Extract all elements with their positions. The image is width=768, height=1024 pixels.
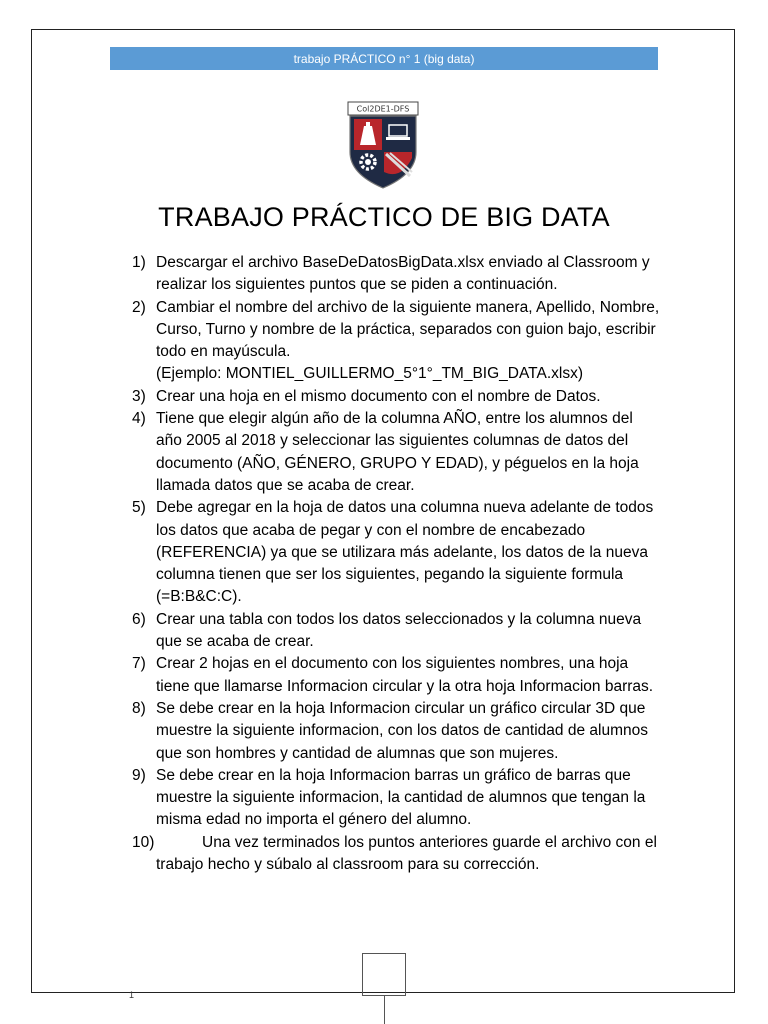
list-item [132, 252, 662, 297]
item-text: Crear 2 hojas en el documento con los siguientes nombres, una hoja tiene que llamarse Informacion circular y la otra hoja Informacion barras. [156, 655, 654, 695]
item-number: 7) [132, 655, 146, 673]
item-text: Crear una hoja en el mismo documento con el nombre de Datos. [156, 387, 601, 405]
logo-text: Col2DE1-DFS [356, 104, 410, 114]
school-logo [346, 100, 420, 190]
item-text: Se debe crear en la hoja Informacion barras un gráfico de barras que muestre la siguiente informacion, la cantidad de alumnos que tengan la misma edad no importa el género del alumno. [156, 766, 646, 829]
list-item [132, 497, 662, 608]
header-text: trabajo PRÁCTICO n° 1 (big data) [293, 51, 475, 66]
header-bar [110, 47, 658, 70]
list-item [132, 408, 662, 497]
item-number: 4) [132, 410, 146, 428]
list-item [132, 609, 662, 654]
item-text: Descargar el archivo BaseDeDatosBigData.xlsx enviado al Classroom y realizar los siguientes puntos que se piden a continuación. [156, 254, 650, 294]
item-text: Una vez terminados los puntos anteriores guarde el archivo con el trabajo hecho y súbalo al classroom para su corrección. [156, 833, 657, 874]
item-number: 2) [132, 298, 146, 316]
item-number: 3) [132, 387, 146, 405]
document-title: TRABAJO PRÁCTICO DE BIG DATA [158, 202, 610, 232]
item-number: 6) [132, 610, 146, 628]
page-footnote-number: 1 [129, 990, 135, 1000]
item-text: Crear una tabla con todos los datos seleccionados y la columna nueva que se acaba de crear. [156, 610, 642, 651]
item-number: 1) [132, 254, 146, 271]
item-number: 8) [132, 699, 146, 717]
item-text: Tiene que elegir algún año de la columna AÑO, entre los alumnos del año 2005 al 2018 y seleccionar las siguientes columnas de datos del documento (AÑO, GÉNERO, GRUPO Y EDAD), y péguelos en la hoja llamada datos que se acaba de crear. [156, 410, 639, 494]
item-number: 10) [132, 833, 155, 851]
item-example: (Ejemplo: MONTIEL_GUILLERMO_5°1°_TM_BIG_DATA.xlsx) [156, 365, 583, 383]
task-list [132, 252, 662, 876]
item-text: Se debe crear en la hoja Informacion circular un gráfico circular 3D que muestre la siguiente informacion, con los datos de cantidad de alumnos que son hombres y cantidad de alumnas que son mujeres. [156, 699, 648, 762]
list-item [132, 698, 662, 765]
page-corner-box [362, 953, 406, 996]
page-corner-line [384, 996, 385, 1024]
list-item [132, 297, 662, 386]
list-item [132, 765, 662, 832]
item-number: 5) [132, 499, 146, 517]
item-number: 9) [132, 766, 146, 784]
list-item [132, 832, 662, 877]
item-text: Debe agregar en la hoja de datos una columna nueva adelante de todos los datos que acaba de pegar y con el nombre de encabezado (REFERENCIA) ya que se utilizara más adelante, los datos de la nueva columna tienen que ser los siguientes, pegando la siguiente formula (=B:B&C:C). [156, 499, 654, 606]
item-text: Cambiar el nombre del archivo de la siguiente manera, Apellido, Nombre, Curso, Turno y nombre de la práctica, separados con guion bajo, escribir todo en mayúscula. [156, 298, 660, 361]
list-item [132, 653, 662, 698]
list-item [132, 386, 662, 408]
